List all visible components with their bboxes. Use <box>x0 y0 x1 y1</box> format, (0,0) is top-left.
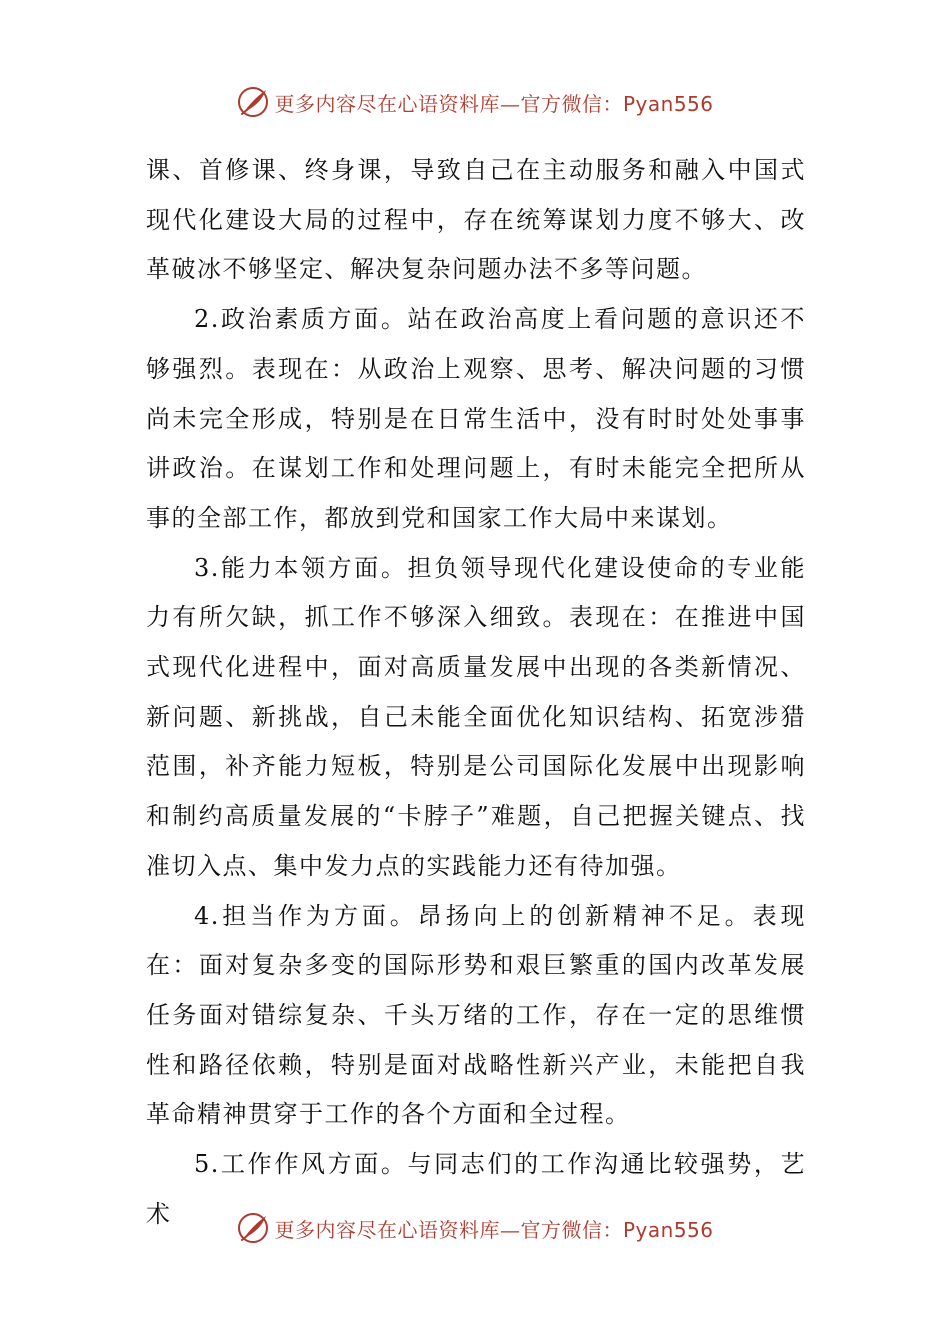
paragraph-political-quality: 2.政治素质方面。站在政治高度上看问题的意识还不够强烈。表现在：从政治上观察、思考、解决问题的习惯尚未完全形成，特别是在日常生活中，没有时时处处事事讲政治。在谋划工作和处理问题上，有时未能完全把所从事的全部工作，都放到党和国家工作大局中来谋划。 <box>146 305 806 532</box>
banner-slogan: 更多内容尽在心语资料库—官方微信： <box>274 1217 623 1242</box>
quill-pen-logo-icon <box>236 1211 270 1245</box>
banner-text <box>274 1214 713 1243</box>
banner-slogan: 更多内容尽在心语资料库—官方微信： <box>274 91 623 116</box>
wechat-id: Pyan556 <box>622 91 714 116</box>
document-body <box>146 146 806 1239</box>
banner-text <box>274 88 713 117</box>
paragraph-responsibility: 4.担当作为方面。昂扬向上的创新精神不足。表现在：面对复杂多变的国际形势和艰巨繁重的国内改革发展任务面对错综复杂、千头万绪的工作，存在一定的思维惯性和路径依赖，特别是面对战略性新兴产业，未能把自我革命精神贯穿于工作的各个方面和全过程。 <box>146 901 806 1129</box>
header-banner <box>0 82 950 122</box>
paragraph-ability: 3.能力本领方面。担负领导现代化建设使命的专业能力有所欠缺，抓工作不够深入细致。表现在：在推进中国式现代化进程中，面对高质量发展中出现的各类新情况、新问题、新挑战，自己未能全面优化知识结构、拓宽涉猎范围，补齐能力短板，特别是公司国际化发展中出现影响和制约高质量发展的“卡脖子”难题，自己把握关键点、找准切入点、集中发力点的实践能力还有待加强。 <box>146 553 806 880</box>
wechat-id: Pyan556 <box>622 1217 714 1242</box>
paragraph-continued: 课、首修课、终身课，导致自己在主动服务和融入中国式现代化建设大局的过程中，存在统筹谋划力度不够大、改革破冰不够坚定、解决复杂问题办法不多等问题。 <box>146 156 806 284</box>
footer-banner <box>0 1208 950 1248</box>
quill-pen-logo-icon <box>236 85 270 119</box>
paragraph-work-style: 5.工作作风方面。与同志们的工作沟通比较强势，艺术 <box>146 1150 806 1228</box>
